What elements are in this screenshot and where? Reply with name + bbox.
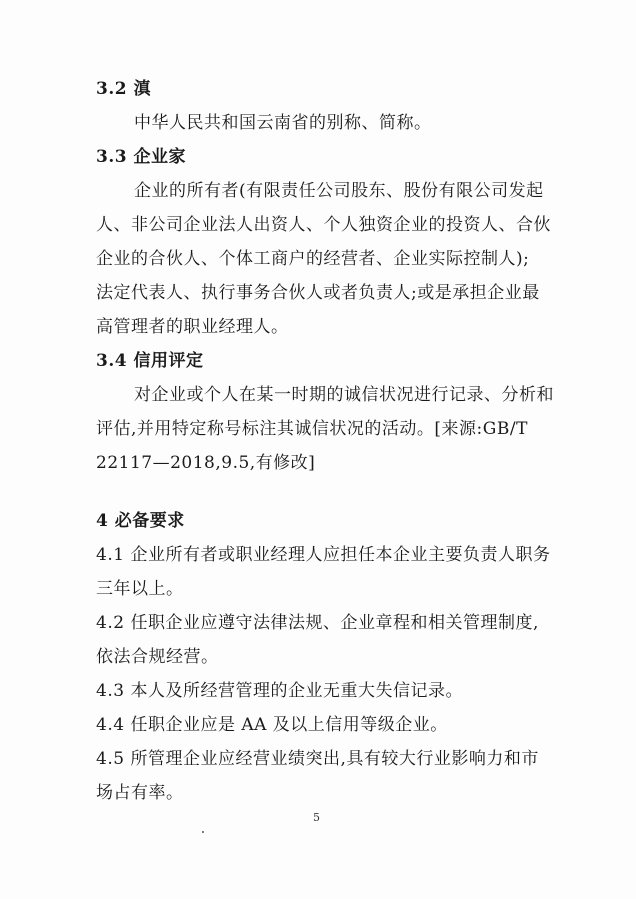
paragraph-line: 高管理者的职业经理人。 [96,317,289,337]
paragraph-line: 对企业或个人在某一时期的诚信状况进行记录、分析和 [134,385,554,405]
page-number: 5 [313,811,320,824]
requirement-line: 4.2 任职企业应遵守法律法规、企业章程和相关管理制度, [96,613,539,633]
paragraph-line: 22117—2018,9.5,有修改] [96,453,316,473]
requirement-line: 依法合规经营。 [96,647,219,667]
requirement-line: 三年以上。 [96,579,184,599]
paragraph-line: 中华人民共和国云南省的别称、简称。 [134,113,432,133]
requirement-line: 场占有率。 [96,783,184,803]
requirement-line: 4.3 本人及所经营管理的企业无重大失信记录。 [96,681,463,701]
paragraph-line: 企业的所有者(有限责任公司股东、股份有限公司发起 [134,181,544,201]
requirement-line: 4.5 所管理企业应经营业绩突出,具有较大行业影响力和市 [96,749,539,769]
paragraph-line: 人、非公司企业法人出资人、个人独资企业的投资人、合伙 [96,215,551,235]
section-heading-3-4: 3.4 信用评定 [96,351,204,371]
requirement-line: 4.4 任职企业应是 AA 及以上信用等级企业。 [96,715,448,735]
scan-speck [202,831,204,833]
paragraph-line: 评估,并用特定称号标注其诚信状况的活动。[来源:GB/T [96,419,528,439]
section-heading-3-3: 3.3 企业家 [96,147,186,167]
paragraph-line: 法定代表人、执行事务合伙人或者负责人;或是承担企业最 [96,283,540,303]
section-heading-4: 4 必备要求 [96,511,185,531]
requirement-line: 4.1 企业所有者或职业经理人应担任本企业主要负责人职务 [96,545,551,565]
section-heading-3-2: 3.2 滇 [96,79,151,99]
paragraph-line: 企业的合伙人、个体工商户的经营者、企业实际控制人); [96,249,530,269]
